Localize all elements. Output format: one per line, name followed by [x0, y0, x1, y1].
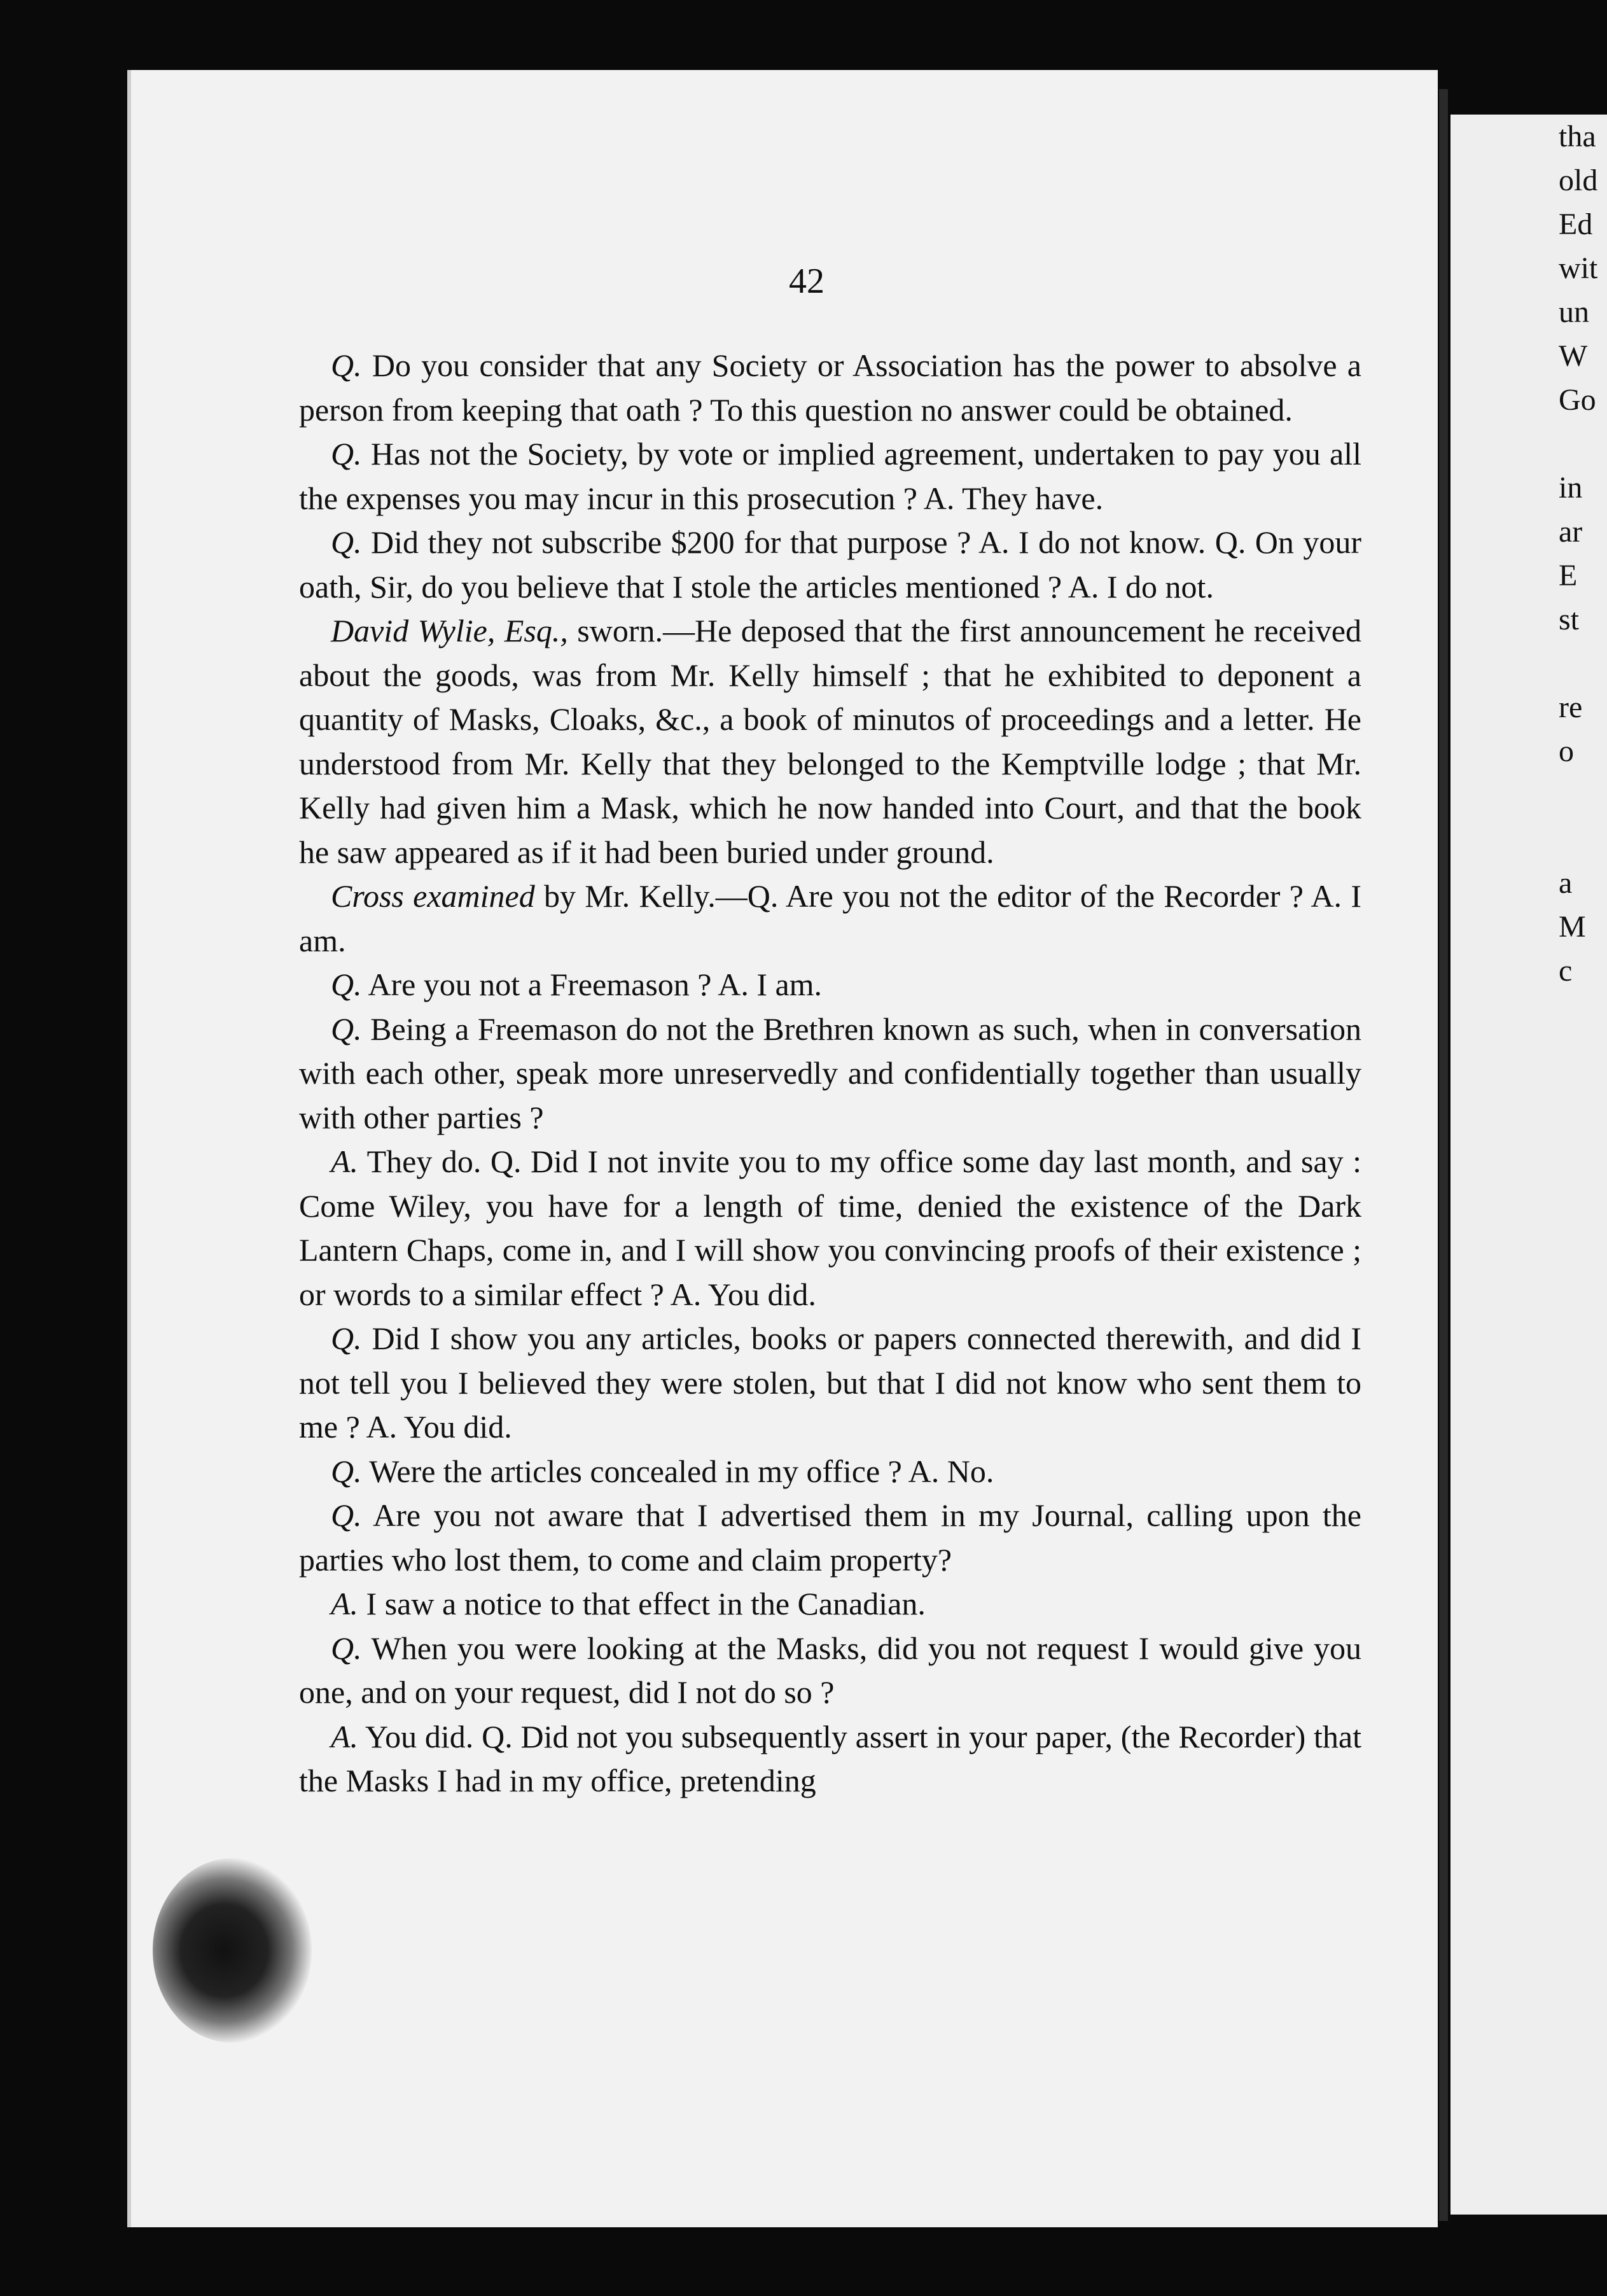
paragraph-lead: A. [331, 1144, 359, 1179]
paragraph-text: Are you not aware that I advertised them in my Journal, calling upon the parties who lost them, to come and claim property? [299, 1497, 1361, 1578]
paragraph [299, 1450, 1361, 1494]
paragraph [299, 521, 1361, 609]
adjacent-page-fragment: Ed [1559, 207, 1593, 241]
page-body-text [299, 344, 1361, 1803]
paragraph [299, 874, 1361, 963]
adjacent-page-fragment: wit [1559, 251, 1598, 285]
paragraph-lead: Q. [331, 1497, 362, 1533]
paragraph [299, 344, 1361, 432]
paragraph-lead: A. [331, 1718, 359, 1754]
paragraph-lead: Q. [331, 524, 362, 560]
paragraph [299, 1627, 1361, 1715]
adjacent-page-fragment: W [1559, 339, 1588, 373]
paragraph [299, 1317, 1361, 1450]
adjacent-page-fragment [1450, 641, 1607, 685]
adjacent-page-fragment: Go [1559, 383, 1596, 417]
paragraph [299, 1582, 1361, 1627]
paragraph-text: Are you not a Freemason ? A. I am. [361, 967, 823, 1002]
adjacent-page-fragment [1450, 1081, 1607, 1124]
adjacent-page-fragment: un [1559, 295, 1589, 329]
paragraph-text: When you were looking at the Masks, did you not request I would give you one, and on your request, did I not do so ? [299, 1630, 1361, 1710]
paragraph [299, 963, 1361, 1007]
paragraph-lead: Q. [331, 1320, 362, 1356]
paragraph-text: I saw a notice to that effect in the Canadian. [358, 1586, 926, 1621]
adjacent-page-fragment [1450, 773, 1607, 817]
paragraph-lead: Q. [331, 967, 362, 1002]
paragraph-text: They do. Q. Did I not invite you to my office some day last month, and say : Come Wiley, you have for a length of time, denied the existence of the Dark Lantern Chaps, come in, and I will show you convincing proofs of their existence ; or words to a similar effect ? A. You did. [299, 1144, 1361, 1312]
paragraph [299, 1007, 1361, 1140]
paragraph [299, 1494, 1361, 1582]
paragraph-lead: A. [331, 1586, 359, 1621]
paragraph-lead: Q. [331, 1011, 362, 1047]
paragraph-lead: Q. [331, 347, 362, 383]
adjacent-page-fragment: ar [1559, 515, 1583, 549]
paragraph-text: Did they not subscribe $200 for that purpose ? A. I do not know. Q. On your oath, Sir, do you believe that I stole the articles mentioned ? A. I do not. [299, 524, 1361, 605]
adjacent-page-fragment: tha [1559, 120, 1596, 153]
adjacent-page-fragment [1450, 1168, 1607, 1212]
adjacent-page-edge [1450, 115, 1607, 2215]
page-gutter-shadow [1439, 89, 1448, 2221]
adjacent-page-fragment [1450, 1037, 1607, 1081]
adjacent-page-fragment: old [1559, 164, 1598, 197]
adjacent-page-fragment [1450, 422, 1607, 466]
paragraph-text: sworn.—He deposed that the first announcement he received about the goods, was from Mr. Kelly himself ; that he exhibited to deponent a quantity of Masks, Cloaks, &c., a book of minutos of proceedings and a letter. He understood from Mr. Kelly that they belonged to the Kemptville lodge ; that Mr. Kelly had given him a Mask, which he now handed into Court, and that the book he saw appeared as if it had been buried under ground. [299, 613, 1361, 870]
adjacent-page-fragment: c [1559, 954, 1573, 988]
adjacent-page-fragment: re [1559, 690, 1583, 724]
adjacent-page-fragment [1450, 993, 1607, 1037]
paragraph [299, 1715, 1361, 1803]
paragraph-text: Were the articles concealed in my office ? A. No. [361, 1453, 994, 1489]
paragraph-text: Did I show you any articles, books or papers connected therewith, and did I not tell you I believed they were stolen, but that I did not know who sent them to me ? A. You did. [299, 1320, 1361, 1445]
adjacent-page-fragment: E [1559, 559, 1578, 592]
paragraph-text: Has not the Society, by vote or implied agreement, undertaken to pay you all the expenses you may incur in this prosecution ? A. They have. [299, 436, 1361, 516]
paragraph-lead: David Wylie, Esq., [331, 613, 568, 648]
paragraph-text: Being a Freemason do not the Brethren known as such, when in conversation with each other, speak more unreservedly and confidentially together than usually with other parties ? [299, 1011, 1361, 1135]
paragraph-lead: Cross examined [331, 878, 535, 914]
adjacent-page-fragment [1450, 817, 1607, 861]
page-number: 42 [789, 262, 824, 301]
paragraph [299, 609, 1361, 874]
adjacent-page-fragment [1450, 1124, 1607, 1168]
paragraph [299, 432, 1361, 521]
paragraph [299, 1140, 1361, 1317]
paragraph-text: Do you consider that any Society or Association has the power to absolve a person from keeping that oath ? To this question no answer could be obtained. [299, 347, 1361, 428]
paragraph-text: You did. Q. Did not you subsequently assert in your paper, (the Recorder) that the Masks I had in my office, pretending [299, 1718, 1361, 1798]
paragraph-lead: Q. [331, 1453, 362, 1489]
adjacent-page-fragment: o [1559, 734, 1574, 768]
adjacent-page-fragment: in [1559, 471, 1583, 505]
paragraph-lead: Q. [331, 436, 362, 472]
adjacent-page-fragment: st [1559, 603, 1580, 636]
paragraph-text: by Mr. Kelly.—Q. Are you not the editor of the Recorder ? A. I am. [299, 878, 1361, 958]
adjacent-page-fragment: a [1559, 866, 1573, 900]
adjacent-page-fragment: M [1559, 910, 1586, 944]
paragraph-lead: Q. [331, 1630, 362, 1666]
ink-blot-stain [153, 1858, 312, 2043]
